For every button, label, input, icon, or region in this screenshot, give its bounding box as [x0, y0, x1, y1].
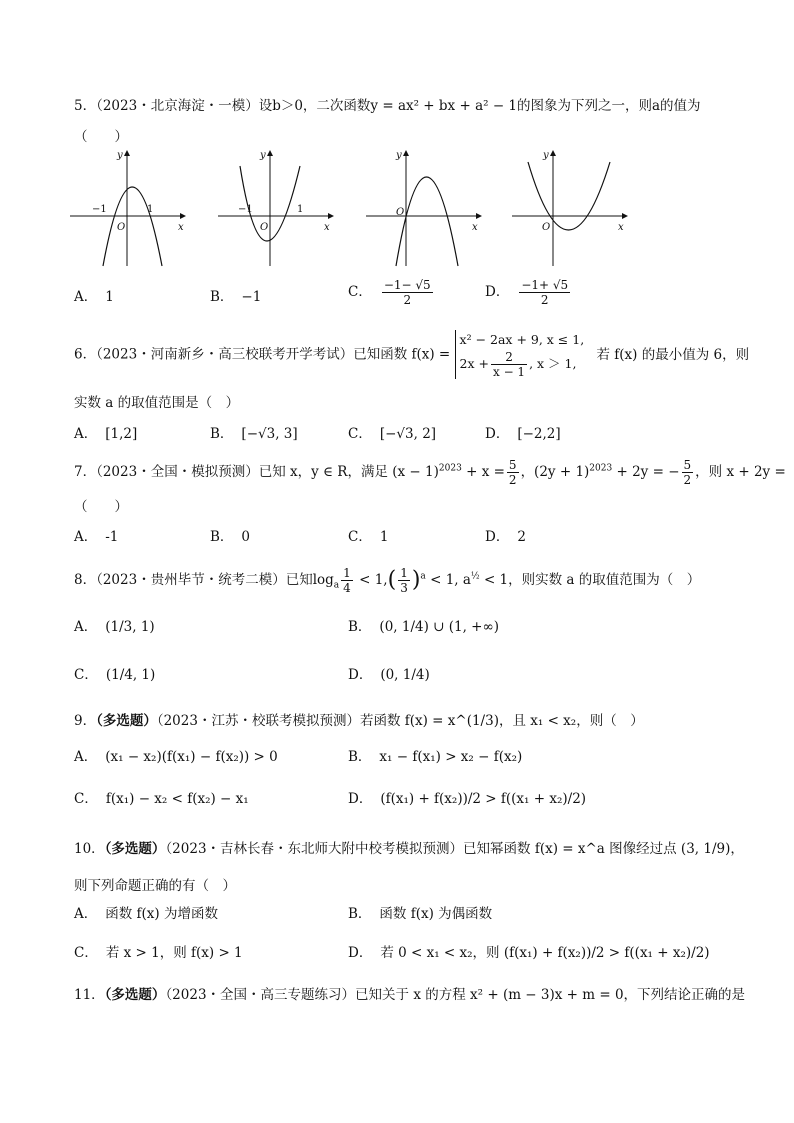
q5-graph-d — [512, 148, 632, 268]
q5-option-d[interactable]: D． $\frac{-1+ √5}{2}$ — [485, 278, 569, 307]
q5-option-b[interactable]: B． −1 — [210, 289, 262, 305]
axis-y-label: y — [260, 150, 266, 161]
origin-label: O — [542, 222, 551, 233]
q5-option-c[interactable]: C． $\frac{-1- √5}{2}$ — [348, 278, 431, 307]
axis-y-label: y — [543, 150, 549, 161]
q10-option-d[interactable]: D． 若 0 < x₁ < x₂，则 (f(x₁) + f(x₂))/2 > f((x₁ + x₂)/2) — [348, 945, 710, 961]
q7-option-a[interactable]: A． -1 — [74, 529, 119, 545]
q6-option-d[interactable]: D． [−2,2] — [485, 426, 561, 442]
tick-pos1: 1 — [147, 204, 154, 215]
q9-stem: 9．（多选题）（2023・江苏・校联考模拟预测）若函数 f(x) = x^(1/3)，且 x₁ < x₂，则（ ） — [74, 713, 644, 729]
origin-label: O — [117, 222, 126, 233]
q8-option-c[interactable]: C． (1/4, 1) — [74, 667, 156, 683]
q11-stem: 11．（多选题）（2023・全国・高三专题练习）已知关于 x 的方程 x² + (m − 3)x + m = 0，下列结论正确的是 — [74, 987, 746, 1003]
q5-graph-b — [218, 148, 338, 268]
tick-neg1: −1 — [92, 204, 107, 215]
q7-option-d[interactable]: D． 2 — [485, 529, 526, 545]
axis-x-label: x — [472, 222, 478, 233]
q7-blank: （ ） — [74, 499, 128, 515]
q10-option-a[interactable]: A． 函数 f(x) 为增函数 — [74, 906, 218, 922]
q6-option-b[interactable]: B． [−√3, 3] — [210, 426, 298, 442]
tick-pos1: 1 — [297, 204, 304, 215]
q5-graph-a — [70, 148, 190, 268]
q9-option-d[interactable]: D． (f(x₁) + f(x₂))/2 > f((x₁ + x₂)/2) — [348, 791, 587, 807]
q6-piecewise: x² − 2ax + 9, x ≤ 1, 2x + $\frac{2}{x - 1}$ , x ＞ 1, — [455, 330, 585, 379]
q8-option-a[interactable]: A． (1/3, 1) — [74, 619, 155, 635]
tick-neg1: −1 — [238, 204, 253, 215]
q5-option-a[interactable]: A． 1 — [74, 289, 114, 305]
axis-x-label: x — [618, 222, 624, 233]
axis-x-label: x — [324, 222, 330, 233]
axis-y-label: y — [396, 150, 402, 161]
q7-option-c[interactable]: C． 1 — [348, 529, 389, 545]
q9-option-c[interactable]: C． f(x₁) − x₂ < f(x₂) − x₁ — [74, 791, 249, 807]
q5-graph-c — [366, 148, 486, 268]
q9-option-b[interactable]: B． x₁ − f(x₁) > x₂ − f(x₂) — [348, 749, 523, 765]
q10-stem-cont: 则下列命题正确的有（ ） — [74, 878, 236, 894]
q8-option-d[interactable]: D． (0, 1/4) — [348, 667, 430, 683]
q7-option-b[interactable]: B． 0 — [210, 529, 251, 545]
q6-option-c[interactable]: C． [−√3, 2] — [348, 426, 437, 442]
q5-stem: 5．（2023・北京海淀・一模）设b＞0，二次函数y = ax² + bx + a² − 1的图象为下列之一，则a的值为 — [74, 98, 701, 114]
q8-stem: 8．（2023・贵州毕节・统考二模）已知$\log_a$ $\frac{1}{4}$ < 1,( $\frac{1}{3}$ )$^a$ < 1, $a^{\frac{1}{2}} < 1$，则实数 a 的取值范围为（ ） — [74, 566, 701, 595]
q8-option-b[interactable]: B． (0, 1/4) ∪ (1, +∞) — [348, 619, 500, 635]
q10-option-b[interactable]: B． 函数 f(x) 为偶函数 — [348, 906, 493, 922]
q10-stem: 10．（多选题）（2023・吉林长春・东北师大附中校考模拟预测）已知幂函数 f(x) = x^a 图像经过点 (3, 1/9)， — [74, 841, 744, 857]
q5-blank: （ ） — [74, 129, 128, 145]
origin-label: O — [396, 207, 405, 218]
origin-label: O — [260, 222, 269, 233]
q6-option-a[interactable]: A． [1,2] — [74, 426, 138, 442]
q7-stem: 7．（2023・全国・模拟预测）已知 x，y ∈ R，满足 $(x - 1)^{2023} + x$ = $\frac{5}{2}$ ，$(2y + 1)^{2023} + 2y$ = − $\frac{5}{2}$ ，则 x + 2y = — [74, 458, 786, 487]
axis-x-label: x — [178, 222, 184, 233]
axis-y-label: y — [117, 150, 123, 161]
q6-stem: 6．（2023・河南新乡・高三校联考开学考试）已知函数 f(x) = x² − 2ax + 9, x ≤ 1, 2x + $\frac{2}{x - 1}$ , x ＞ 1, 若 f(x) 的最小值为 6，则 — [74, 332, 750, 379]
q10-option-c[interactable]: C． 若 x > 1，则 f(x) > 1 — [74, 945, 243, 961]
q9-option-a[interactable]: A． (x₁ − x₂)(f(x₁) − f(x₂)) > 0 — [74, 749, 278, 765]
q6-stem-cont: 实数 a 的取值范围是（ ） — [74, 395, 240, 411]
